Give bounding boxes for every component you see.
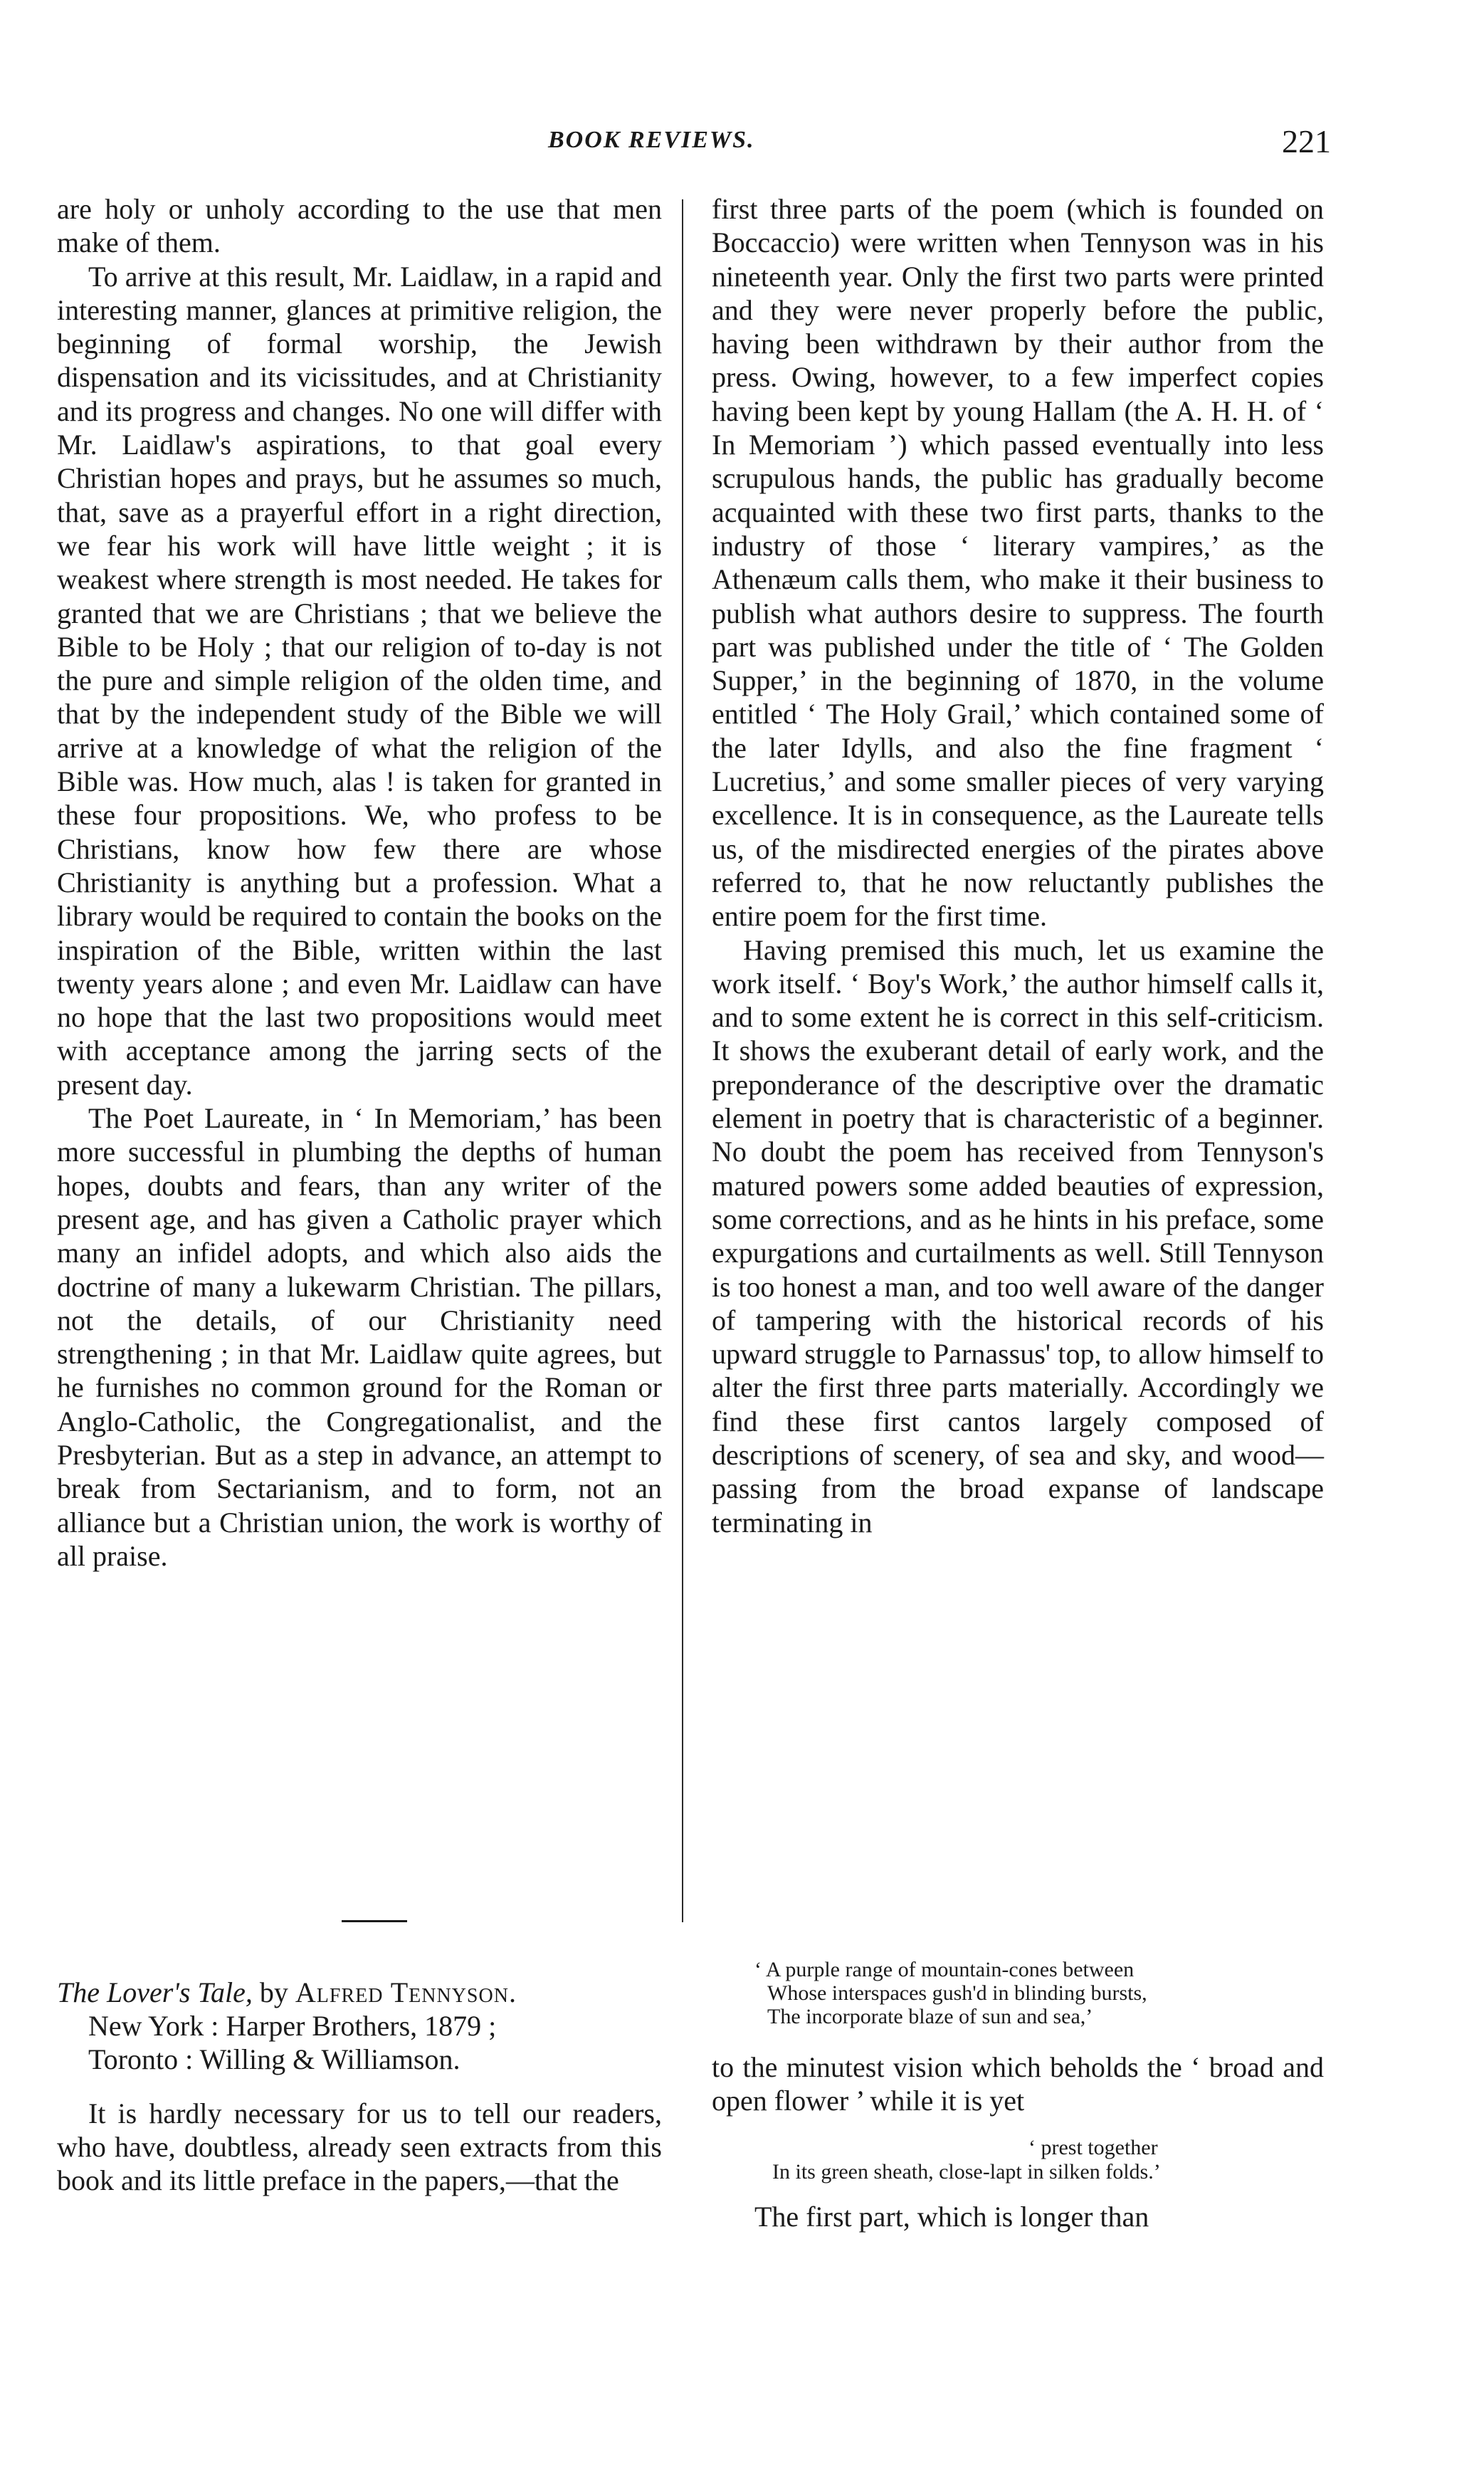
- column-divider: [682, 199, 683, 1922]
- right-column: [712, 192, 1324, 1539]
- paragraph: It is hardly necessary for us to tell our readers, who have, doubtless, already seen extracts from this book and its little preface in the papers,—that the: [57, 2097, 662, 2196]
- paragraph: To arrive at this result, Mr. Laidlaw, in a rapid and interesting manner, glances at primitive religion, the beginning of formal worship, the Jewish dispensation and its vicissitudes, and at Christianity and its progress and changes. No one will differ with Mr. Laidlaw's aspirations, to that goal every Christian hopes and prays, but he assumes so much, that, save as a prayerful effort in a right direction, we fear his work will have little weight ; it is weakest where strength is most needed. He takes for granted that we are Christians ; that we believe the Bible to be Holy ; that our religion of to-day is not the pure and simple religion of the olden time, and that by the independent study of the Bible we will arrive at a knowledge of what the religion of the Bible was. How much, alas ! is taken for granted in these four propositions. We, who profess to be Christians, know how few there are whose Christianity is anything but a profession. What a library would be required to contain the books on the inspiration of the Bible, written within the last twenty years alone ; and even Mr. Laidlaw can have no hope that the last two propositions would meet with acceptance among the jarring sects of the present day.: [57, 260, 662, 1101]
- quote-line: In its green sheath, close-lapt in silken folds.’: [772, 2160, 1161, 2184]
- paragraph: Having premised this much, let us examine the work itself. ‘ Boy's Work,’ the author himself calls it, and to some extent he is correct in this self-criticism. It shows the exuberant detail of early work, and the preponderance of the descriptive over the dramatic element in poetry that is characteristic of a beginner. No doubt the poem has received from Tennyson's matured powers some added beauties of expression, some corrections, and as he hints in his preface, some expurgations and curtailments as well. Still Tennyson is too honest a man, and too well aware of the danger of tampering with the historical records of his upward struggle to Parnassus' top, to allow himself to alter the first three parts materially. Accordingly we find these first cantos largely composed of descriptions of scenery, of sea and sky, and wood—passing from the broad expanse of landscape terminating in: [712, 933, 1324, 1539]
- running-head: BOOK REVIEWS.: [548, 127, 755, 153]
- page-number: 221: [1282, 123, 1331, 159]
- quote-line: ‘ prest together: [1028, 2136, 1158, 2159]
- section-rule: [342, 1920, 407, 1922]
- block-quote: [772, 2136, 1313, 2184]
- block-quote: [754, 1958, 1295, 2028]
- quote-line: Whose interspaces gush'd in blinding bursts,: [767, 1981, 1147, 2005]
- paragraph: first three parts of the poem (which is founded on Boccaccio) were written when Tennyson was in his nineteenth year. Only the first two parts were printed and they were never properly before the public, having been withdrawn by their author from the press. Owing, however, to a few imperfect copies having been kept by young Hallam (the A. H. H. of ‘ In Memoriam ’) which passed eventually into less scrupulous hands, the public has gradually become acquainted with these two first parts, thanks to the industry of those ‘ literary vampires,’ as the Athenæum calls them, who make it their business to publish what authors desire to suppress. The fourth part was published under the title of ‘ The Golden Supper,’ in the beginning of 1870, in the volume entitled ‘ The Holy Grail,’ which contained some of the later Idylls, and also the fine fragment ‘ Lucretius,’ and some smaller pieces of very varying excellence. It is in consequence, as the Laureate tells us, of the misdirected energies of the pirates above referred to, that he now reluctantly publishes the entire poem for the first time.: [712, 193, 1324, 933]
- quote-line: The incorporate blaze of sun and sea,’: [767, 2005, 1093, 2028]
- continuation-text: to the minutest vision which beholds the ‘ broad and open flower ’ while it is yet: [712, 2051, 1324, 2117]
- quote-line: ‘ A purple range of mountain-cones between: [754, 1958, 1135, 1981]
- book-by: by: [252, 1976, 295, 2008]
- paragraph: are holy or unholy according to the use that men make of them.: [57, 193, 662, 259]
- book-citation: [57, 1976, 669, 2076]
- book-author: Alfred Tennyson.: [295, 1976, 517, 2008]
- book-title: The Lover's Tale,: [57, 1976, 253, 2008]
- left-column: [57, 192, 662, 1573]
- paragraph: The Poet Laureate, in ‘ In Memoriam,’ has been more successful in plumbing the depths of human hopes, doubts and fears, than any writer of the present age, and has given a Catholic prayer which many an infidel adopts, and which also aids the doctrine of many a lukewarm Christian. The pillars, not the details, of our Christianity need strengthening ; in that Mr. Laidlaw quite agrees, but he furnishes no common ground for the Roman or Anglo-Catholic, the Congregationalist, and the Presbyterian. But as a step in advance, an attempt to break from Sectarianism, and to form, not an alliance but a Christian union, the work is worthy of all praise.: [57, 1102, 662, 1572]
- page-header: [57, 123, 1331, 169]
- review-intro: [57, 2097, 662, 2197]
- book-publisher-toronto: Toronto : Willing & Williamson.: [88, 2043, 461, 2075]
- book-publisher: New York : Harper Brothers, 1879 ;: [88, 2010, 497, 2042]
- continuation-text: The first part, which is longer than: [754, 2201, 1149, 2233]
